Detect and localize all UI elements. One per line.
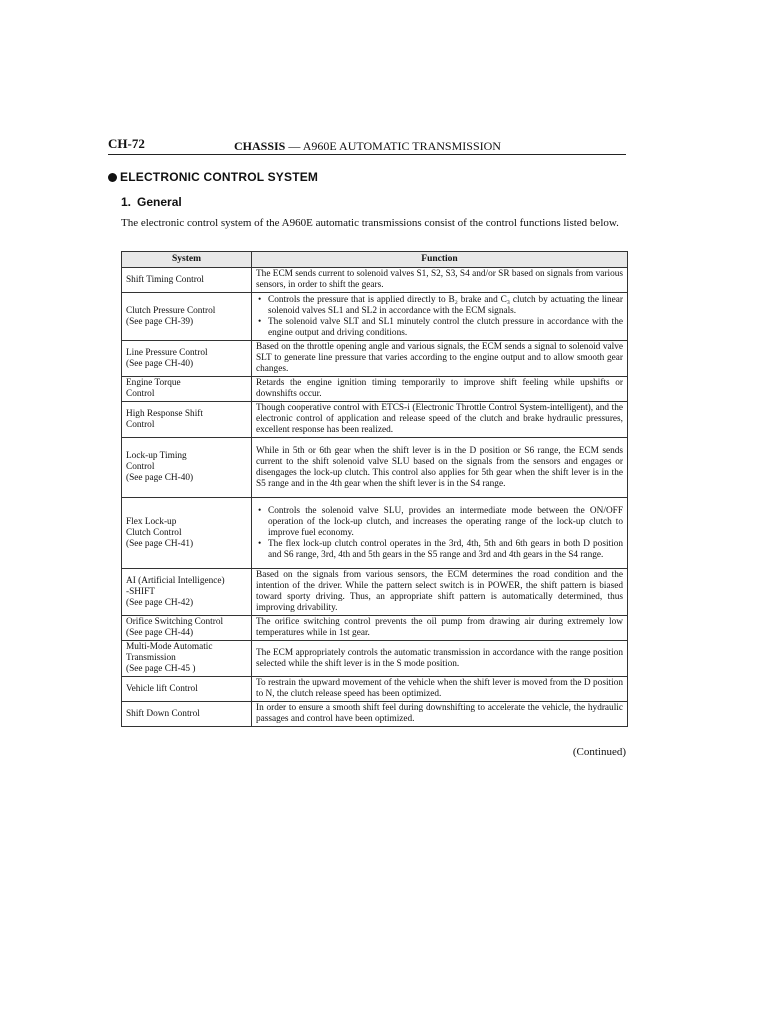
table-row: [122, 702, 628, 727]
system-label: Control: [126, 462, 155, 472]
function-text: The ECM appropriately controls the automatic transmission in accordance with the range position selected while the shift lever is in the S mode position.: [256, 647, 623, 669]
system-cell: [122, 641, 252, 677]
function-cell: [252, 569, 628, 616]
function-bullet-item: • The flex lock-up clutch control operates in the 3rd, 4th, 5th and 6th gears in both D position and S6 range, 3rd, 4th and 5th gears in the S5 range and 3rd and 4th gears in the S4 range.: [268, 539, 623, 561]
function-cell: [252, 377, 628, 402]
system-label: Lock-up Timing: [126, 451, 187, 461]
system-cell: [122, 341, 252, 377]
subsection-heading: [121, 195, 182, 209]
function-cell: [252, 498, 628, 569]
table-row: [122, 498, 628, 569]
system-label: AI (Artificial Intelligence): [126, 575, 225, 586]
page-header: [108, 136, 626, 155]
bullet-icon: [108, 173, 117, 182]
system-label: Flex Lock-up: [126, 516, 177, 527]
table-row: [122, 438, 628, 498]
table-row: [122, 293, 628, 341]
function-text: The ECM sends current to solenoid valves S1, S2, S3, S4 and/or SR based on signals from various sensors, in order to shift the gears.: [256, 269, 623, 290]
table-row: [122, 616, 628, 641]
function-text: Based on the signals from various sensors, the ECM determines the road condition and the intention of the driver. While the pattern select switch is in POWER, the shift pattern is biased toward sporty driving. Thus, an appropriate shift pattern is automatically determined, thus improving drivability.: [256, 570, 623, 613]
system-cell: [122, 677, 252, 702]
section-title: ELECTRONIC CONTROL SYSTEM: [120, 170, 319, 184]
system-label: (See page CH-44): [126, 628, 194, 638]
system-cell: [122, 377, 252, 402]
function-bullet-list: [256, 506, 623, 561]
system-label: Orifice Switching Control: [126, 617, 224, 627]
function-cell: [252, 616, 628, 641]
control-functions-table: [121, 251, 628, 727]
function-cell: [252, 677, 628, 702]
table-row: [122, 377, 628, 402]
system-label: Shift Down Control: [126, 708, 200, 719]
system-label: Vehicle lift Control: [126, 683, 198, 694]
system-label: (See page CH-40): [126, 358, 194, 369]
table-row: [122, 677, 628, 702]
system-cell: [122, 293, 252, 341]
system-label: -SHIFT: [126, 586, 155, 597]
system-label: (See page CH-39): [126, 316, 194, 327]
system-label: (See page CH-41): [126, 538, 194, 549]
function-cell: [252, 402, 628, 438]
system-cell: [122, 702, 252, 727]
function-bullet-item: • The solenoid valve SLT and SL1 minutely control the clutch pressure in accordance with the engine output and driving conditions.: [268, 317, 623, 339]
function-text: Retards the engine ignition timing temporarily to improve shift feeling while upshifts or downshifts occur.: [256, 378, 623, 399]
function-cell: [252, 268, 628, 293]
function-cell: [252, 341, 628, 377]
section-heading: [108, 170, 318, 184]
table-body: [122, 268, 628, 727]
system-cell: [122, 498, 252, 569]
system-label: Clutch Control: [126, 527, 182, 538]
function-cell: [252, 293, 628, 341]
system-cell: [122, 402, 252, 438]
system-label: Clutch Pressure Control: [126, 305, 216, 316]
page-number: CH-72: [108, 136, 145, 151]
system-label: Control: [126, 389, 155, 399]
system-cell: [122, 438, 252, 498]
function-text: To restrain the upward movement of the vehicle when the shift lever is moved from the D position to N, the clutch release speed has been optimized.: [256, 678, 623, 699]
function-bullet-list: [256, 295, 623, 339]
chapter-subtitle: — A960E AUTOMATIC TRANSMISSION: [285, 139, 501, 153]
subsection-number: 1.: [121, 195, 132, 209]
system-label: Shift Timing Control: [126, 274, 205, 285]
system-label: High Response Shift: [126, 408, 203, 419]
subsection-title: General: [137, 195, 182, 209]
column-header-system: System: [122, 252, 252, 268]
function-text: Though cooperative control with ETCS-i (Electronic Throttle Control System-intelligent), and the electronic control of application and release speed of the clutch and brake hydraulic pressures, excellent response has been realized.: [256, 403, 623, 435]
system-label: (See page CH-42): [126, 597, 194, 608]
function-text: Based on the throttle opening angle and various signals, the ECM sends a signal to solenoid valve SLT to generate line pressure that varies according to the engine output and to allow smooth gear changes.: [256, 342, 623, 374]
table-row: [122, 341, 628, 377]
system-label: (See page CH-45 ): [126, 664, 196, 674]
system-label: Multi-Mode Automatic: [126, 642, 213, 652]
function-text: While in 5th or 6th gear when the shift lever is in the D position or S6 range, the ECM sends current to the shift solenoid valve SLU based on the signals from the sensors and engages or disengages the lock-up clutch. This control also applies for 5th gear when the shift lever is in the S5 range and in the 4th gear when the shift lever is in the S4 range.: [256, 445, 623, 489]
function-bullet-item: • Controls the pressure that is applied directly to B₂ brake and C₃ clutch by actuating the linear solenoid valves SL1 and SL2 in accordance with the ECM signals.: [268, 295, 623, 317]
table-row: [122, 402, 628, 438]
page-header-title: [234, 139, 501, 154]
system-cell: [122, 616, 252, 641]
system-cell: [122, 268, 252, 293]
system-label: Engine Torque: [126, 378, 181, 388]
intro-paragraph: The electronic control system of the A960E automatic transmissions consist of the control functions listed below.: [121, 217, 619, 229]
chapter-name: CHASSIS: [234, 139, 286, 153]
system-cell: [122, 569, 252, 616]
table-header-row: [122, 252, 628, 268]
continued-note: (Continued): [572, 746, 626, 758]
function-text: In order to ensure a smooth shift feel during downshifting to accelerate the vehicle, the hydraulic passages and control have been optimized.: [256, 703, 623, 724]
system-label: Transmission: [126, 653, 176, 663]
table-row: [122, 569, 628, 616]
function-cell: [252, 702, 628, 727]
system-label: Line Pressure Control: [126, 347, 208, 358]
column-header-function: Function: [252, 252, 628, 268]
system-label: Control: [126, 419, 155, 430]
table-row: [122, 268, 628, 293]
function-cell: [252, 641, 628, 677]
system-label: (See page CH-40): [126, 473, 194, 483]
table-row: [122, 641, 628, 677]
function-bullet-item: • Controls the solenoid valve SLU, provides an intermediate mode between the ON/OFF operation of the lock-up clutch, and increases the operating range of the lock-up clutch to improve fuel economy.: [268, 506, 623, 539]
function-cell: [252, 438, 628, 498]
function-text: The orifice switching control prevents the oil pump from drawing air during extremely low temperatures while in 1st gear.: [256, 617, 623, 638]
